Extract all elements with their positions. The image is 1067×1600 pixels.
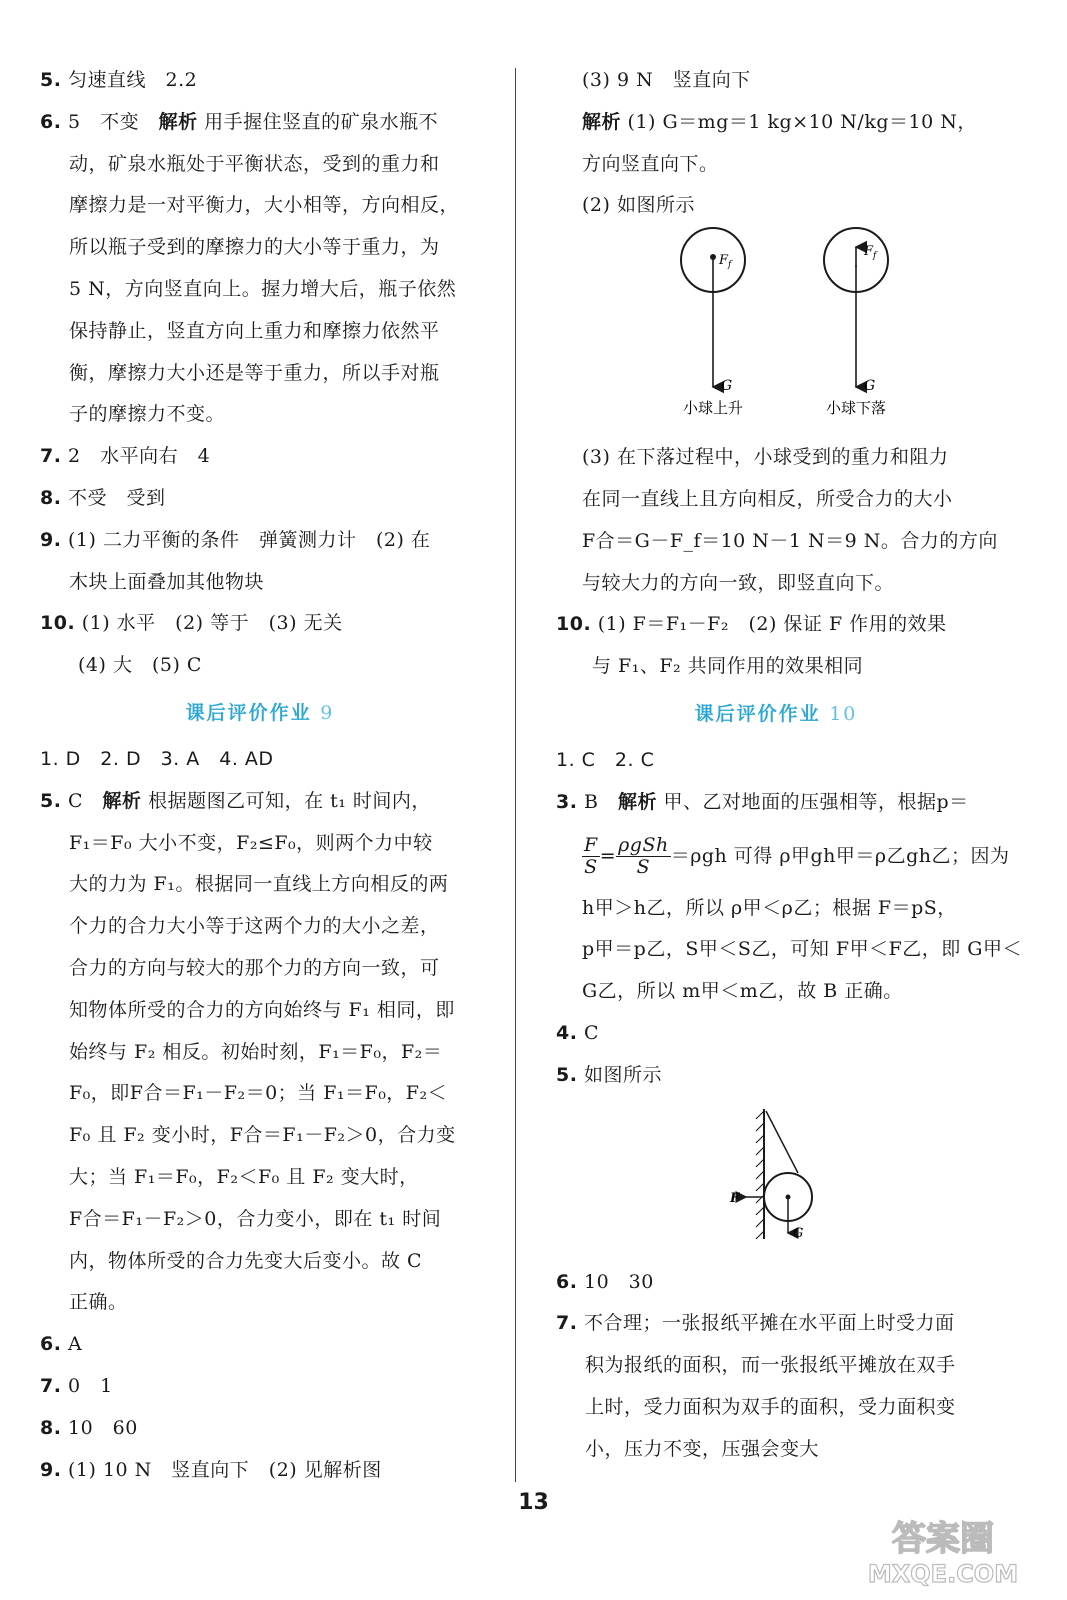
caption-rising: 小球上升 [682, 399, 744, 418]
answer-line: F₁＝F₀ 大小不变，F₂≤F₀，则两个力中较 [69, 831, 433, 854]
force-diagram-balls [556, 227, 996, 437]
answer-line: 在同一直线上且方向相反，所受合力的大小 [582, 487, 953, 510]
page-number: 13 [518, 1490, 549, 1515]
answer-line: 7. 2 水平向右 4 [40, 445, 211, 468]
answer-line: 衡，摩擦力大小还是等于重力，所以手对瓶 [69, 361, 440, 384]
answer-line: 10. (1) 水平 (2) 等于 (3) 无关 [40, 612, 343, 635]
answer-line: 动，矿泉水瓶处于平衡状态，受到的重力和 [69, 152, 440, 175]
answer-line: 6. 10 30 [556, 1270, 654, 1293]
answer-line-fraction: $\frac{F}{S}$ = $\frac{\text{ρgSh}}{S}$ ＝ρgh 可得 ρ甲gh甲＝ρ乙gh乙；因为 [584, 834, 1010, 879]
answer-line: 木块上面叠加其他物块 [69, 570, 265, 593]
answer-line: 大的力为 F₁。根据同一直线上方向相反的两 [69, 873, 449, 896]
answer-line: 保持静止，竖直方向上重力和摩擦力依然平 [69, 319, 440, 342]
answer-line: p甲＝p乙，S甲＜S乙，可知 F甲＜F乙，即 G甲＜ [582, 938, 1022, 961]
answer-line: 上时，受力面积为双手的面积，受力面积变 [585, 1395, 956, 1418]
answer-line: 始终与 F₂ 相反。初始时刻，F₁＝F₀，F₂＝ [69, 1040, 443, 1063]
answer-line: 小，压力不变，压强会变大 [585, 1437, 820, 1460]
gravity-label: G [793, 1225, 804, 1241]
string [766, 1111, 798, 1173]
watermark-logo: 答案圈 [892, 1519, 994, 1559]
answer-line: G乙，所以 m甲＜m乙，故 B 正确。 [582, 980, 903, 1003]
answer-line: 个力的合力大小等于这两个力的大小之差， [69, 915, 440, 938]
answer-line: 10. (1) F＝F₁－F₂ (2) 保证 F 作用的效果 [556, 613, 947, 636]
caption-falling: 小球下落 [825, 399, 887, 418]
answer-line: 5. 如图所示 [556, 1063, 663, 1086]
answer-line: 大；当 F₁＝F₀，F₂＜F₀ 且 F₂ 变大时， [69, 1165, 419, 1188]
fraction-rhogsh-over-s: $\frac{\text{ρgSh}}{S}$ [618, 834, 669, 879]
answer-line: (4) 大 (5) C [78, 654, 202, 677]
answer-line: F合＝G－F_f＝10 N－1 N＝9 N。合力的方向 [582, 529, 998, 552]
answer-line: F₀ 且 F₂ 变小时，F合＝F₁－F₂＞0，合力变 [69, 1124, 456, 1147]
answer-line: 5. C 解析 根据题图乙可知，在 t₁ 时间内， [40, 789, 431, 812]
answer-line: 8. 不受 受到 [40, 486, 166, 509]
watermark-url: MXQE.COM [867, 1560, 1019, 1588]
site-watermark [843, 1510, 1043, 1590]
answer-line: 1. D 2. D 3. A 4. AD [40, 747, 274, 770]
wall-hatching [756, 1111, 764, 1239]
fraction-f-over-s: $\frac{F}{S}$ [584, 834, 598, 879]
answer-line: 8. 10 60 [40, 1416, 138, 1439]
answer-line: 9. (1) 二力平衡的条件 弹簧测力计 (2) 在 [40, 528, 431, 551]
answer-line: (2) 如图所示 [582, 194, 695, 217]
section-title: 课后评价作业 10 [694, 702, 858, 725]
answer-line: 6. 5 不变 解析 用手握住竖直的矿泉水瓶不 [40, 110, 439, 133]
column-divider [515, 68, 516, 1482]
answer-line: 3. B 解析 甲、乙对地面的压强相等，根据p＝ [556, 790, 969, 813]
answer-line: 所以瓶子受到的摩擦力的大小等于重力，为 [69, 236, 440, 259]
answer-line: 4. C [556, 1021, 600, 1044]
answer-line: 7. 不合理；一张报纸平摊在水平面上时受力面 [556, 1312, 955, 1335]
wall-diagram-svg [556, 1097, 996, 1262]
force-diagram-wall [556, 1097, 996, 1262]
right-column [556, 60, 1022, 1471]
answer-line: 正确。 [69, 1291, 128, 1314]
friction-label-left: $F_f$ [719, 253, 732, 271]
answer-line: 7. 0 1 [40, 1374, 113, 1397]
answer-line: 5. 匀速直线 2.2 [40, 69, 198, 91]
answer-line: 子的摩擦力不变。 [69, 403, 226, 426]
answer-line: 6. A [40, 1333, 83, 1356]
answer-line: 方向竖直向下。 [582, 152, 719, 175]
answer-line: 内，物体所受的合力先变大后变小。故 C [69, 1249, 423, 1272]
answer-line: 与较大力的方向一致，即竖直向下。 [582, 571, 895, 594]
answer-line: 积为报纸的面积，而一张报纸平摊放在双手 [585, 1354, 956, 1377]
gravity-label-right: G [864, 378, 876, 395]
answer-line: (3) 在下落过程中，小球受到的重力和阻力 [582, 446, 949, 469]
answer-line: 摩擦力是一对平衡力，大小相等，方向相反， [69, 194, 460, 217]
force-diagram-svg [556, 227, 996, 437]
answer-line: 合力的方向与较大的那个力的方向一致，可 [69, 956, 440, 979]
answer-line: F₀，即F合＝F₁－F₂＝0；当 F₁＝F₀，F₂＜ [69, 1082, 448, 1105]
friction-label-right: $F_f$ [864, 244, 877, 262]
section-title: 课后评价作业 9 [185, 701, 335, 724]
answer-line: 9. (1) 10 N 竖直向下 (2) 见解析图 [40, 1458, 382, 1481]
answer-line: 与 F₁、F₂ 共同作用的效果相同 [592, 655, 864, 678]
answer-line: 解析 (1) G＝mg＝1 kg×10 N/kg＝10 N， [582, 110, 977, 133]
answer-line: 知物体所受的合力的方向始终与 F₁ 相同，即 [69, 998, 455, 1021]
answer-line: (3) 9 N 竖直向下 [582, 69, 751, 91]
left-column [40, 60, 480, 1491]
answer-line: 1. C 2. C [556, 748, 655, 771]
answer-line: h甲＞h乙，所以 ρ甲＜ρ乙；根据 F＝pS， [582, 896, 957, 919]
force-f-label: F [730, 1190, 740, 1206]
answer-line: F合＝F₁－F₂＞0，合力变小，即在 t₁ 时间 [69, 1207, 442, 1230]
gravity-label-left: G [721, 378, 733, 395]
answer-line: 5 N，方向竖直向上。握力增大后，瓶子依然 [69, 277, 457, 300]
